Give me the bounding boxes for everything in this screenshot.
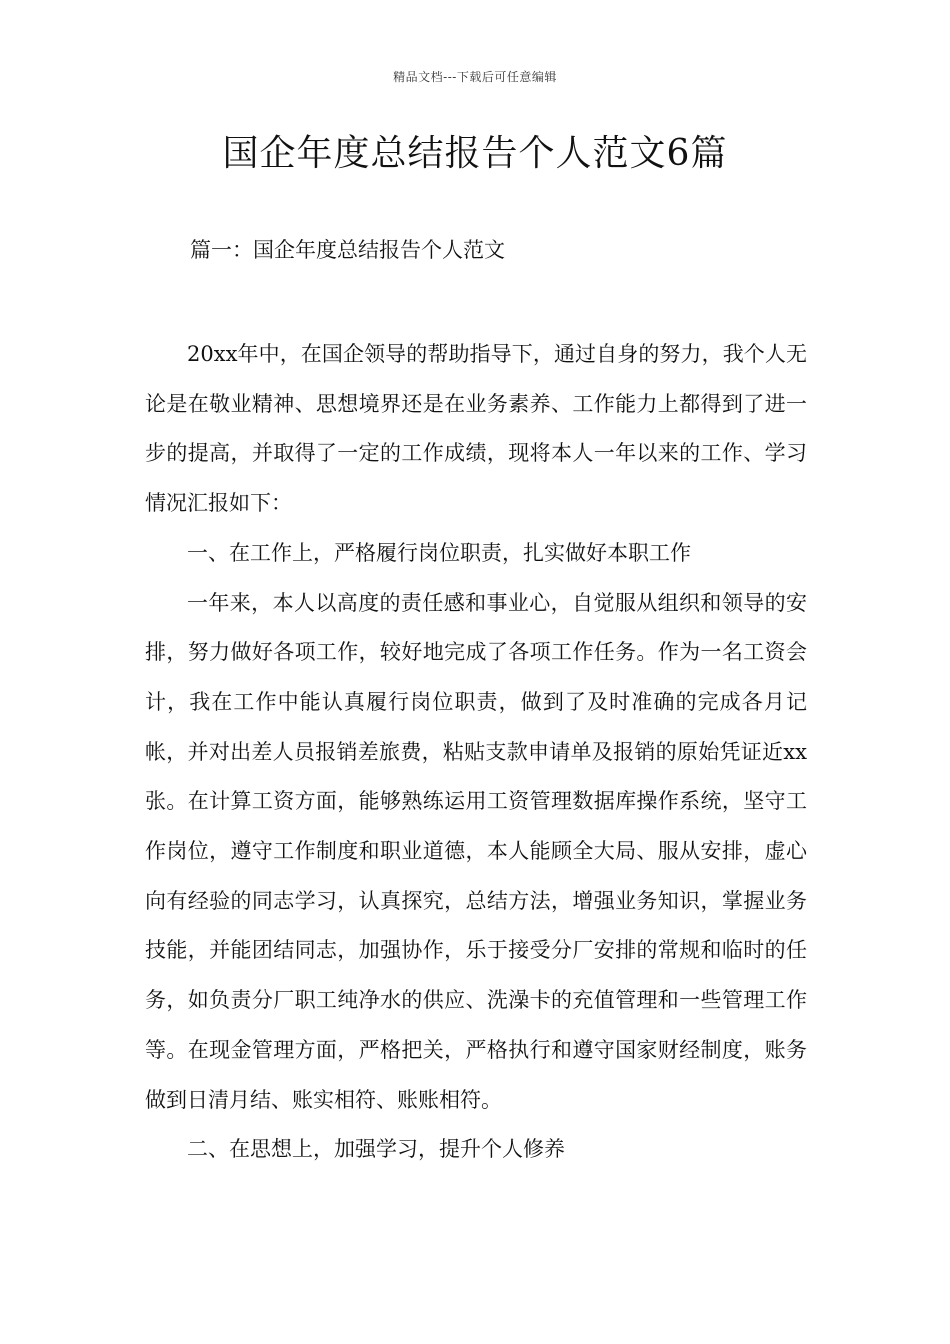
paragraph-work-details: 一年来，本人以高度的责任感和事业心，自觉服从组织和领导的安排，努力做好各项工作，较好地完成了各项工作任务。作为一名工资会计，我在工作中能认真履行岗位职责，做到了及时准确的完成各月记帐，并对出差人员报销差旅费，粘贴支款申请单及报销的原始凭证近xx张。在计算工资方面，能够熟练运用工资管理数据库操作系统，坚守工作岗位，遵守工作制度和职业道德，本人能顾全大局、服从安排，虚心向有经验的同志学习，认真探究，总结方法，增强业务知识，掌握业务技能，并能团结同志，加强协作，乐于接受分厂安排的常规和临时的任务，如负责分厂职工纯净水的供应、洗澡卡的充值管理和一些管理工作等。在现金管理方面，严格把关，严格执行和遵守国家财经制度，账务做到日清月结、账实相符、账账相符。 xyxy=(145,590,807,1112)
paragraph-heading-work: 一、在工作上，严格履行岗位职责，扎实做好本职工作 xyxy=(187,540,691,565)
paragraph-heading-thought: 二、在思想上，加强学习，提升个人修养 xyxy=(187,1137,565,1162)
paragraph-intro: 20xx年中，在国企领导的帮助指导下，通过自身的努力，我个人无论是在敬业精神、思想境界还是在业务素养、工作能力上都得到了进一步的提高，并取得了一定的工作成绩，现将本人一年以来的工作、学习情况汇报如下： xyxy=(145,342,807,516)
header-note: 精品文档---下载后可任意编辑 xyxy=(393,70,557,84)
document-body xyxy=(145,330,807,1175)
section-heading: 篇一：国企年度总结报告个人范文 xyxy=(190,238,505,262)
document-title: 国企年度总结报告个人范文6篇 xyxy=(222,133,728,174)
